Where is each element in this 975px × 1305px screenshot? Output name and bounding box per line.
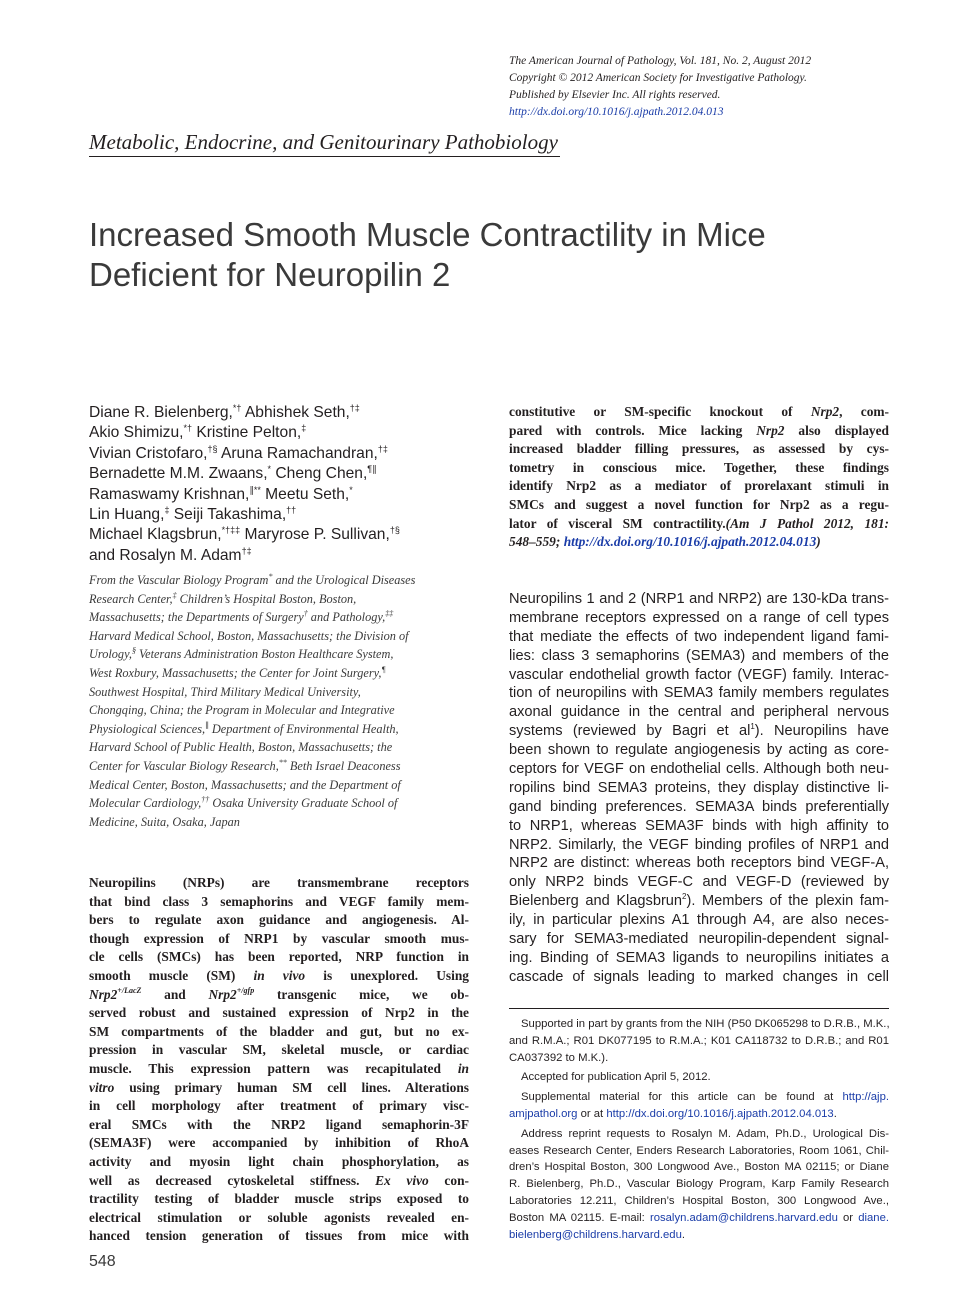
supplemental-link[interactable]: http://ajp. bbox=[842, 1091, 889, 1104]
page-number: 548 bbox=[89, 1253, 116, 1270]
abstract-line bbox=[89, 1060, 469, 1079]
abstract-line: pression in vascular SM, skeletal muscle, or cardiac bbox=[89, 1042, 469, 1058]
footnote-text: Boston MA 02115. E-mail: bbox=[509, 1211, 650, 1224]
abstract-line: SM compartments of the bladder and gut, but no ex- bbox=[89, 1023, 469, 1039]
author-sup: †§ bbox=[389, 525, 400, 536]
abstract-line: tometry in conscious mice. Together, these findings bbox=[509, 459, 889, 475]
abstract-line bbox=[89, 1172, 469, 1191]
body-line bbox=[509, 722, 889, 741]
author-sup: *†‡‡ bbox=[221, 525, 241, 536]
abstract-italic: Ex vivo bbox=[375, 1172, 429, 1188]
abstract-text: transgenic mice, we ob- bbox=[254, 986, 469, 1002]
author: Aruna Ramachandran, bbox=[217, 444, 378, 462]
author: Vivian Cristofaro, bbox=[89, 444, 208, 462]
affiliation-text: Medical Center, Boston, Massachusetts; and the Department of bbox=[89, 777, 401, 792]
abstract-text: well as decreased cytoskeletal stiffness. bbox=[89, 1172, 376, 1188]
abstract-line: tractility testing of bladder muscle strips exposed to bbox=[89, 1191, 469, 1207]
affiliation-sup: ** bbox=[278, 757, 287, 767]
affiliation-text: Harvard School of Public Health, Boston, Massachusetts; the bbox=[89, 740, 393, 755]
affiliation-sup: § bbox=[131, 646, 136, 656]
affiliation-text: From the Vascular Biology Program bbox=[89, 573, 269, 587]
body-line: lies: class 3 semaphorins (SEMA3) and members of the bbox=[509, 647, 889, 664]
section-title: Metabolic, Endocrine, and Genitourinary Pathobiology bbox=[89, 130, 560, 157]
abstract-italic: in bbox=[457, 1060, 469, 1076]
body-text-span: Bielenberg and Klagsbrun bbox=[509, 893, 683, 910]
author-list bbox=[89, 403, 479, 566]
abstract-line: activity and myosin light chain phosphorylation, as bbox=[89, 1153, 469, 1169]
affiliation-text: Physiological Sciences, bbox=[89, 721, 206, 736]
affiliation-sup: ¶ bbox=[381, 664, 386, 674]
body-text-span: systems (reviewed by Bagri et al bbox=[509, 723, 751, 740]
body-line: ing. Binding of SEMA3 ligands to neuropilins initiates a bbox=[509, 949, 889, 966]
abstract-line: increased bladder filling pressures, as assessed by cys- bbox=[509, 441, 889, 457]
footnote-text: or at bbox=[577, 1107, 607, 1120]
abstract-citation: 548–559; bbox=[509, 534, 564, 550]
abstract-line: eral SMCs with the NRP2 ligand semaphorin-3F bbox=[89, 1116, 469, 1132]
author: Bernadette M.M. Zwaans, bbox=[89, 465, 268, 483]
body-line: to NRP1, whereas SEMA3F binds with high affinity to bbox=[509, 817, 889, 834]
affiliation-text: Beth Israel Deaconess bbox=[286, 758, 401, 773]
body-line: ropilins bind SEMA3 proteins, they display distinctive li- bbox=[509, 779, 889, 796]
footnote-line bbox=[509, 1089, 889, 1106]
author: Abhishek Seth, bbox=[241, 404, 350, 421]
footnote-text: . bbox=[681, 1228, 686, 1241]
author: and Rosalyn M. Adam bbox=[89, 546, 242, 564]
author-sup: * bbox=[349, 484, 353, 495]
abstract-line: identify Nrp2 as a mediator of prorelaxant stimuli in bbox=[509, 478, 889, 494]
affiliation-text: and the Urological Diseases bbox=[272, 573, 416, 587]
affiliation-sup: ∥ bbox=[205, 720, 209, 730]
article-title-line: Increased Smooth Muscle Contractility in Mice bbox=[89, 216, 766, 253]
footnote-line: eases Research Center, Enders Research Laboratories, Room 1061, Chil- bbox=[509, 1144, 889, 1157]
abstract-line: Neuropilins (NRPs) are transmembrane receptors bbox=[89, 875, 469, 890]
abstract-line: served robust and sustained expression of Nrp2 in the bbox=[89, 1005, 469, 1021]
affiliation-text: Center for Vascular Biology Research, bbox=[89, 758, 279, 773]
supplemental-link[interactable]: amjpathol.org bbox=[509, 1107, 578, 1120]
abstract-line: hanced tension generation of tissues from mice with bbox=[89, 1228, 469, 1244]
body-line: only NRP2 binds VEGF-C and VEGF-D (reviewed by bbox=[509, 874, 889, 891]
affiliation-text: West Roxbury, Massachusetts; the Center for Joint Surgery, bbox=[89, 665, 382, 680]
gene-name: Nrp2 bbox=[208, 986, 237, 1002]
abstract-text: is unexplored. Using bbox=[305, 967, 469, 983]
affiliation-text: Medicine, Suita, Osaka, Japan bbox=[89, 814, 240, 829]
body-line: sary for SEMA3-mediated neuropilin-dependent signal- bbox=[509, 931, 889, 948]
author: Akio Shimizu, bbox=[89, 424, 184, 442]
affiliation-sup: ‡ bbox=[172, 590, 177, 600]
author-sup: ∥** bbox=[249, 484, 261, 495]
footnote-text: or bbox=[837, 1211, 859, 1224]
allele-sup: +/LacZ bbox=[117, 985, 142, 995]
footnote-line: Supported in part by grants from the NIH (P50 DK065298 to D.R.B., M.K., bbox=[521, 1018, 890, 1030]
allele-sup: +/gfp bbox=[236, 985, 255, 995]
affiliation-text: Chongqing, China; the Program in Molecular and Integrative bbox=[89, 703, 395, 718]
abstract-doi-link[interactable]: http://dx.doi.org/10.1016/j.ajpath.2012.04.013 bbox=[563, 534, 817, 550]
email-link[interactable]: rosalyn.adam@childrens.harvard.edu bbox=[649, 1211, 838, 1224]
abstract-text: constitutive or SM-specific knockout of bbox=[509, 404, 811, 419]
email-link[interactable]: diane. bbox=[858, 1211, 889, 1224]
reference-sup[interactable]: 2 bbox=[682, 892, 687, 902]
affiliation-text: Urology, bbox=[89, 647, 132, 662]
author-sup: †‡ bbox=[349, 403, 360, 413]
author: Seiji Takashima, bbox=[169, 506, 287, 524]
gene-name: Nrp2 bbox=[89, 986, 118, 1002]
abstract-line: bers to regulate axon guidance and angiogenesis. Al- bbox=[89, 912, 469, 928]
author: Michael Klagsbrun, bbox=[89, 526, 222, 544]
abstract-line: SMCs and suggest a novel function for Nrp2 as a regu- bbox=[509, 496, 889, 512]
author: Diane R. Bielenberg, bbox=[89, 404, 233, 421]
body-line: ceptors for VEGF on endothelial cells. Although both neu- bbox=[509, 761, 889, 778]
footnote-line: R. Bielenberg, Ph.D., Vascular Biology Program, Karp Family Research bbox=[509, 1178, 889, 1191]
author-sup: *† bbox=[183, 423, 192, 434]
abstract-text: also displayed bbox=[784, 422, 889, 438]
body-line: gand binding preferences. SEMA3A binds preferentially bbox=[509, 798, 889, 815]
accepted-note bbox=[509, 1069, 889, 1086]
author-sup: ‡ bbox=[164, 505, 170, 516]
footnote-line: and R.M.A.; R01 DK077195 to R.M.A.; K01 CA118732 to D.R.B.; and R01 bbox=[509, 1034, 889, 1047]
abstract-line bbox=[89, 986, 469, 1005]
body-line: NRP2 are distinct: whereas both receptors bind VEGF-A, bbox=[509, 855, 889, 872]
abstract-left bbox=[89, 874, 469, 1246]
affiliation-text: Southwest Hospital, Third Military Medical University, bbox=[89, 684, 361, 699]
affiliation-sup: † bbox=[303, 609, 308, 619]
affiliation-text: Harvard Medical School, Boston, Massachusetts; the Division of bbox=[89, 628, 409, 643]
affiliation-text: Molecular Cardiology, bbox=[89, 796, 202, 811]
abstract-text: lator of visceral SM contractility. bbox=[509, 515, 726, 531]
journal-info bbox=[509, 53, 929, 121]
footnote-line: CA037392 to M.K.). bbox=[509, 1051, 609, 1064]
abstract-citation: ) bbox=[816, 534, 821, 550]
body-line bbox=[509, 892, 889, 911]
footnote-line: Accepted for publication April 5, 2012. bbox=[521, 1071, 711, 1084]
abstract-line: (SEMA3F) were accompanied by inhibition of RhoA bbox=[89, 1135, 469, 1151]
abstract-text: , com- bbox=[839, 404, 889, 419]
abstract-line bbox=[89, 967, 469, 986]
body-text-span: ). Neuropilins have bbox=[754, 723, 889, 740]
author-sup: †‡ bbox=[241, 545, 252, 556]
footnote-text: Supplemental material for this article can be found at bbox=[521, 1091, 843, 1104]
doi-link[interactable]: http://dx.doi.org/10.1016/j.ajpath.2012.04.013 bbox=[509, 106, 724, 118]
funding-note bbox=[509, 1016, 889, 1066]
body-text-span: ). Members of the plexin fam- bbox=[686, 893, 889, 910]
footnotes bbox=[509, 1016, 889, 1246]
affiliation-sup: ‡‡ bbox=[385, 609, 394, 619]
author: Ramaswamy Krishnan, bbox=[89, 485, 250, 503]
body-line: ily, in particular plexins A1 through A4, are also neces- bbox=[509, 912, 889, 929]
supplemental-doi-link[interactable]: http://dx.doi.org/10.1016/j.ajpath.2012.04.013 bbox=[606, 1107, 834, 1120]
address-note bbox=[509, 1126, 889, 1244]
publisher-line: Published by Elsevier Inc. All rights reserved. bbox=[509, 89, 721, 101]
footnote-line: dren’s Hospital Boston, 300 Longwood Ave., Boston MA 02115; or Diane bbox=[509, 1161, 889, 1174]
author-sup: †† bbox=[286, 505, 297, 516]
affiliations bbox=[89, 571, 474, 831]
abstract-italic: vitro bbox=[89, 1079, 115, 1095]
body-line: NRP2. Similarly, the VEGF binding profiles of NRP1 and bbox=[509, 836, 889, 853]
author-sup: †‡ bbox=[377, 443, 388, 454]
abstract-text: and bbox=[141, 986, 209, 1002]
abstract-line: cle cells (SMCs) has been reported, NRP function in bbox=[89, 949, 469, 965]
abstract-line: in cell morphology after treatment of primary visc- bbox=[89, 1098, 469, 1114]
abstract-line: that bind class 3 semaphorins and VEGF family mem- bbox=[89, 893, 469, 909]
author: Meetu Seth, bbox=[260, 485, 350, 503]
author: Kristine Pelton, bbox=[191, 424, 302, 442]
gene-name: Nrp2 bbox=[810, 404, 840, 419]
abstract-text: muscle. This expression pattern was recapitulated bbox=[89, 1060, 458, 1076]
body-line: tion of neuropilins with SEMA3 family members regulates bbox=[509, 685, 889, 702]
footnote-line bbox=[509, 1210, 889, 1227]
body-line: vascular endothelial growth factor (VEGF) family. Interac- bbox=[509, 666, 889, 683]
body-line: Neuropilins 1 and 2 (NRP1 and NRP2) are 130-kDa trans- bbox=[509, 591, 889, 607]
abstract-line bbox=[89, 1079, 469, 1098]
affiliation-text: Children’s Hospital Boston, Boston, bbox=[176, 591, 357, 606]
abstract-citation: (Am J Pathol 2012, 181: bbox=[725, 515, 889, 531]
affiliation-text: Veterans Administration Boston Healthcare System, bbox=[135, 647, 394, 662]
author-sup: *† bbox=[232, 403, 242, 413]
abstract-line: electrical stimulation or soluble agonists revealed en- bbox=[89, 1209, 469, 1225]
author-sup: †§ bbox=[207, 443, 218, 454]
body-line: been shown to regulate angiogenesis by acting as core- bbox=[509, 742, 889, 759]
abstract-line bbox=[509, 515, 889, 534]
footnote-line: Laboratories 12.211, Children’s Hospital Boston, 300 Longwood Ave., bbox=[509, 1194, 889, 1207]
affiliation-sup: †† bbox=[201, 795, 210, 805]
author-sup: ¶∥ bbox=[367, 464, 377, 475]
affiliation-text: and Pathology, bbox=[307, 610, 386, 625]
abstract-text: pared with controls. Mice lacking bbox=[509, 422, 757, 438]
footnote-line: Address reprint requests to Rosalyn M. Adam, Ph.D., Urological Dis- bbox=[521, 1127, 889, 1140]
reference-sup[interactable]: 1 bbox=[750, 722, 755, 732]
body-line: axonal guidance in the central and peripheral nervous bbox=[509, 704, 889, 721]
abstract-line bbox=[509, 422, 889, 441]
footnote-divider bbox=[509, 1008, 889, 1009]
email-link[interactable]: bielenberg@childrens.harvard.edu bbox=[509, 1228, 682, 1241]
abstract-text: using primary human SM cell lines. Alterations bbox=[114, 1079, 469, 1095]
author: Lin Huang, bbox=[89, 506, 165, 524]
abstract-line bbox=[509, 533, 889, 552]
affiliation-text: Research Center, bbox=[89, 591, 173, 606]
abstract-line: though expression of NRP1 by vascular smooth mus- bbox=[89, 930, 469, 946]
affiliation-sup: * bbox=[268, 572, 273, 581]
abstract-italic: in vivo bbox=[253, 967, 306, 983]
author-sup: * bbox=[267, 464, 272, 475]
article-title-line: Deficient for Neuropilin 2 bbox=[89, 256, 451, 293]
affiliation-text: Massachusetts; the Departments of Surgery bbox=[89, 610, 304, 625]
abstract-text: smooth muscle (SM) bbox=[89, 967, 254, 983]
abstract-text: con- bbox=[428, 1172, 469, 1188]
supplemental-note bbox=[509, 1089, 889, 1123]
author-sup: ‡ bbox=[301, 423, 307, 434]
footnote-line bbox=[509, 1227, 889, 1244]
footnote-line bbox=[509, 1106, 889, 1123]
author: Maryrose P. Sullivan, bbox=[240, 526, 390, 544]
body-line: that mediate the effects of two independent ligand fami- bbox=[509, 628, 889, 645]
copyright-line: Copyright © 2012 American Society for Investigative Pathology. bbox=[509, 72, 807, 84]
body-line: membrane receptors expressed on a range of cell types bbox=[509, 609, 889, 626]
journal-citation: The American Journal of Pathology, Vol. 181, No. 2, August 2012 bbox=[509, 55, 812, 67]
affiliation-text: Department of Environmental Health, bbox=[208, 721, 399, 736]
body-text bbox=[509, 590, 889, 987]
article-title bbox=[89, 215, 849, 295]
footnote-text: . bbox=[833, 1107, 837, 1120]
abstract-right bbox=[509, 403, 889, 552]
abstract-line bbox=[509, 403, 889, 422]
affiliation-text: Osaka University Graduate School of bbox=[209, 796, 398, 811]
author: Cheng Chen, bbox=[271, 465, 368, 483]
body-line: cascade of signals leading to marked changes in cell bbox=[509, 968, 889, 985]
gene-name: Nrp2 bbox=[756, 422, 785, 438]
